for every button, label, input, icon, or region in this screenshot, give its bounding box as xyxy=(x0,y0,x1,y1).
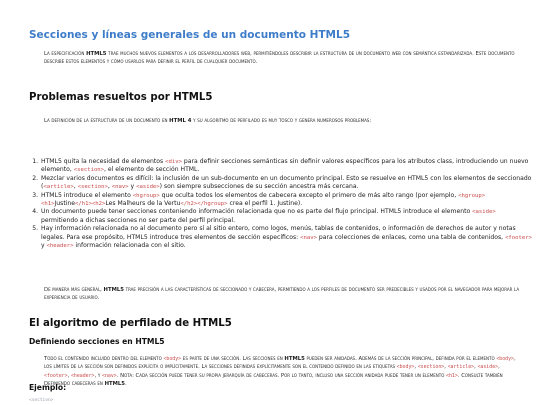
page-title: Secciones y líneas generales de un documento HTML5 xyxy=(29,29,351,41)
acronym: HTML5 xyxy=(103,287,124,293)
inline-code: <aside> xyxy=(472,209,496,216)
inline-code: </h2></hgroup> xyxy=(180,201,228,208)
inline-code: <body> xyxy=(496,356,514,362)
acronym: HTML5 xyxy=(86,51,107,57)
inline-code: </h1><h2> xyxy=(75,201,106,208)
section-heading-algorithm: El algoritmo de perfilado de HTML5 xyxy=(29,318,232,329)
inline-code: <footer> xyxy=(44,372,68,379)
example-code-snippet: <section> xyxy=(29,398,54,403)
problems-list xyxy=(29,158,532,250)
example-heading: Ejemplo: xyxy=(29,383,67,392)
inline-code: <aside> xyxy=(136,184,160,191)
algorithm-paragraph: Todo el contenido incluido dentro del elemento <body> es parte de una sección. Las secciones en HTML5 pueden ser anidadas. Además de la sección principal, definida por el elemento <body>, los límites de la sección son definidos explícita o implícitamente. La secciones definidas explícitamente son el contenido definido en las etiquetas <body>, <section>, <article>, <aside>, <footer>, <header>, y <nav>. Nota: Cada sección puede tener su propia jerarquía de cabeceras. Por lo tanto, incluso una sección anidada puede tener un elemento <h1>. Consulte también Definiendo cabeceras en HTML5. xyxy=(44,356,516,388)
inline-code: <section> xyxy=(73,167,105,174)
acronym: HTML5 xyxy=(284,356,305,362)
problems-closing-paragraph: De manera más general, HTML5 trae precisión a las características de seccionado y cabecera, permitiendo a los perfiles de documento ser predecibles y usados por el navegador para mejorar la experiencia de usuario. xyxy=(44,287,520,302)
list-item: 4. Un documento puede tener secciones conteniendo información relacionada que no es parte del flujo principal. HTML5 introduce el elemento <aside> permitiendo a dichas secciones no ser parte del perfil principal. xyxy=(40,208,532,225)
inline-code: <hgroup><h1> xyxy=(41,192,486,208)
list-item: 1. HTML5 quita la necesidad de elementos <div> para definir secciones semánticas sin definir valores específicos para los atributos class, introduciendo un nuevo elemento, <section>, el elemento de sección HTML. xyxy=(40,158,532,175)
inline-code: <body> xyxy=(396,364,415,371)
inline-code: <article> xyxy=(43,184,74,191)
inline-code: <footer> xyxy=(505,234,533,241)
list-item: 2. Mezclar varios documentos es difícil: la inclusión de un sub-documento en un documento principal. Esto se resuelve en HTML5 con los elementos de seccionado (<article>, <section>, <nav> y <aside>) son siempre subsecciones de su sección ancestra más cercana. xyxy=(40,175,532,192)
problems-lead-paragraph: La definición de la estructura de un documento en HTML 4 y su algoritmo de perfilado es muy tosco y genera numerosos problemas: xyxy=(44,118,372,124)
inline-code: <header> xyxy=(70,372,95,379)
inline-code: <h1> xyxy=(446,372,458,379)
subheading-defining-sections: Definiendo secciones en HTML5 xyxy=(29,337,165,346)
inline-code: <hgroup> xyxy=(132,192,160,199)
inline-code: <nav> xyxy=(102,372,117,379)
acronym: HTML5 xyxy=(104,381,125,388)
inline-code: <nav> xyxy=(111,184,129,191)
section-heading-problems: Problemas resueltos por HTML5 xyxy=(29,92,213,103)
inline-code: <body> xyxy=(163,356,182,362)
inline-code: <nav> xyxy=(300,234,317,241)
inline-code: <aside> xyxy=(477,364,499,371)
list-item: 3. HTML5 introduce el elemento <hgroup> que oculta todos los elementos de cabecera excepto el primero de más alto rango (por ejemplo, <hgroup><h1>Justine</h1><h2>Les Malheurs de la Vertu</h2></hgroup> crea el perfil 1. Justine). xyxy=(40,192,532,209)
inline-code: <article> xyxy=(447,364,475,371)
inline-code: <div> xyxy=(165,159,182,165)
inline-code: <section> xyxy=(417,364,445,371)
acronym: HTML 4 xyxy=(169,118,192,124)
intro-paragraph: La especificación HTML5 trae muchos nuevos elementos a los desarrolladores web, permitiéndoles describir la estructura de un documento web con semántica estandarizada. Este documento describe estos elementos y cómo usarlos para definir el perfil de cualquier documento. xyxy=(44,51,515,66)
list-item: 5. Hay información relacionada no al documento pero sí al sitio entero, como logos, menús, tablas de contenidos, o información de derechos de autor y notas legales. Para ese propósito, HTML5 introduce tres elementos de sección específicos: <nav> para colecciones de enlaces, como una tabla de contenidos, <footer> y <header> información relacionada con el sitio. xyxy=(40,225,532,250)
inline-code: <header> xyxy=(46,243,74,250)
inline-code: <section> xyxy=(77,184,108,191)
